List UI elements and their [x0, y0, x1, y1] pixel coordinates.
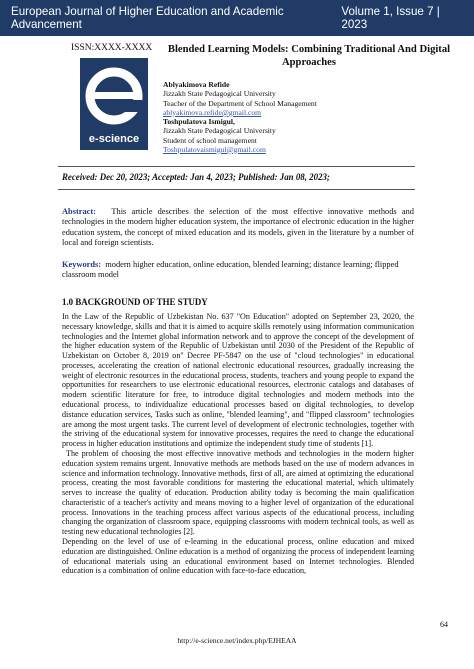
- publication-dates: Received: Dec 20, 2023; Accepted: Jan 4, 2023; Published: Jan 08, 2023;: [62, 172, 330, 182]
- divider: [58, 189, 415, 190]
- logo-letter-bar: [90, 92, 138, 99]
- paragraph: Depending on the level of use of e-learning in the educational process, online education and mixed education are distinguished. Online education is a method of organizing the process of independent learning of educational materials using an educational environment based on Internet technologies. Blended education is a combination of online education with face-to-face education,: [62, 536, 414, 576]
- author-affiliation: Jizzakh State Pedagogical University: [163, 126, 276, 136]
- keywords-label: Keywords:: [62, 260, 102, 269]
- author-email-link[interactable]: Toshpulatovaismigul@gmail.com: [163, 144, 266, 154]
- section-heading: 1.0 BACKGROUND OF THE STUDY: [62, 297, 208, 307]
- e-science-logo-icon: [80, 58, 148, 150]
- author-email-link[interactable]: ablyakimova.refide@gmail.com: [163, 107, 262, 117]
- authors-block: [163, 80, 453, 154]
- body-text: [62, 312, 414, 576]
- journal-name: European Journal of Higher Education and Academic Advancement: [11, 5, 284, 31]
- paper-title: Blended Learning Models: Combining Traditional And Digital Approaches: [167, 44, 451, 69]
- author-position: Student of school management: [163, 135, 257, 145]
- author-affiliation: Jizzakh State Pedagogical University: [163, 89, 276, 99]
- issn-label: ISSN:XXXX-XXXX: [71, 43, 153, 53]
- abstract-text: This article describes the selection of the most effective innovative methods and technologies in the modern higher education system, the importance of electronic education in the higher education system, the concept of mixed education and its models, given in the literature by a number of local and foreign scientists.: [62, 207, 414, 248]
- author-name: Toshpulatova Ismigul,: [163, 117, 235, 126]
- journal-header-bar: [0, 0, 474, 36]
- footer-url-link[interactable]: http://e-science.net/index.php/EJHEAA: [177, 636, 297, 645]
- author-position: Teacher of the Department of School Management: [163, 98, 317, 108]
- abstract: [62, 207, 414, 249]
- logo-letter-gap: [118, 100, 142, 112]
- page-number: 64: [440, 620, 448, 629]
- paragraph: The problem of choosing the most effective innovative methods and technologies in the modern higher education system remains urgent. Innovative methods are methods based on the use of modern advances in science and information technology. Innovative methods, first of all, are aimed at optimizing the educational process, creating the most favorable conditions for mastering the educational material, which ultimately serves to increase the quality of education. Production ability today is becoming the main qualification characteristic of a teacher's activity and means moving to a higher level of organization of the educational process. Innovations in the teaching process affect various aspects of the educational process, including changing the organization of classroom space, equipping classrooms with modern technical tools, as well as testing new educational technologies [2].: [62, 448, 414, 537]
- paragraph: In the Law of the Republic of Uzbekistan No. 637 "On Education" adopted on September 23, 2020, the necessary knowledge, skills and that it is aimed to acquire skills remotely using information communication technologies and the Internet global information network and to approve the concept of the development of the higher education system of the Republic of Uzbekistan until 2030 of the President of the Republic of Uzbekistan on October 8, 2019 on" Decree PF-5847 on the use of "cloud technologies" in educational processes, accelerating the creation of national electronic educational resources, gradually increasing the weight of electronic resources in the educational process, students, teachers and young people to expand the opportunities for researchers to use electronic educational resources, electronic catalogs and databases of modern scientific literature for free, to introduce digital technologies and modern methods into the educational process, to individualize educational processes based on digital technologies, to develop distance education services, Tasks such as online, "blended learning", and "flipped classroom" technologies are among the most urgent tasks. The current level of development of electronic technologies, together with the striving of the educational system for innovative processes, requires the need to change the educational process in higher education institutions and optimize the independent study time of students [1].: [62, 312, 414, 449]
- keywords-text: modern higher education, online education, blended learning; distance learning; flipped classroom model: [62, 260, 399, 280]
- keywords: [62, 260, 414, 281]
- volume-issue: Volume 1, Issue 7 | 2023: [341, 5, 440, 31]
- abstract-label: Abstract:: [62, 207, 96, 216]
- divider: [58, 166, 415, 167]
- author-name: Ablyakimova Refide: [163, 80, 230, 89]
- logo-text: e-science: [88, 133, 140, 145]
